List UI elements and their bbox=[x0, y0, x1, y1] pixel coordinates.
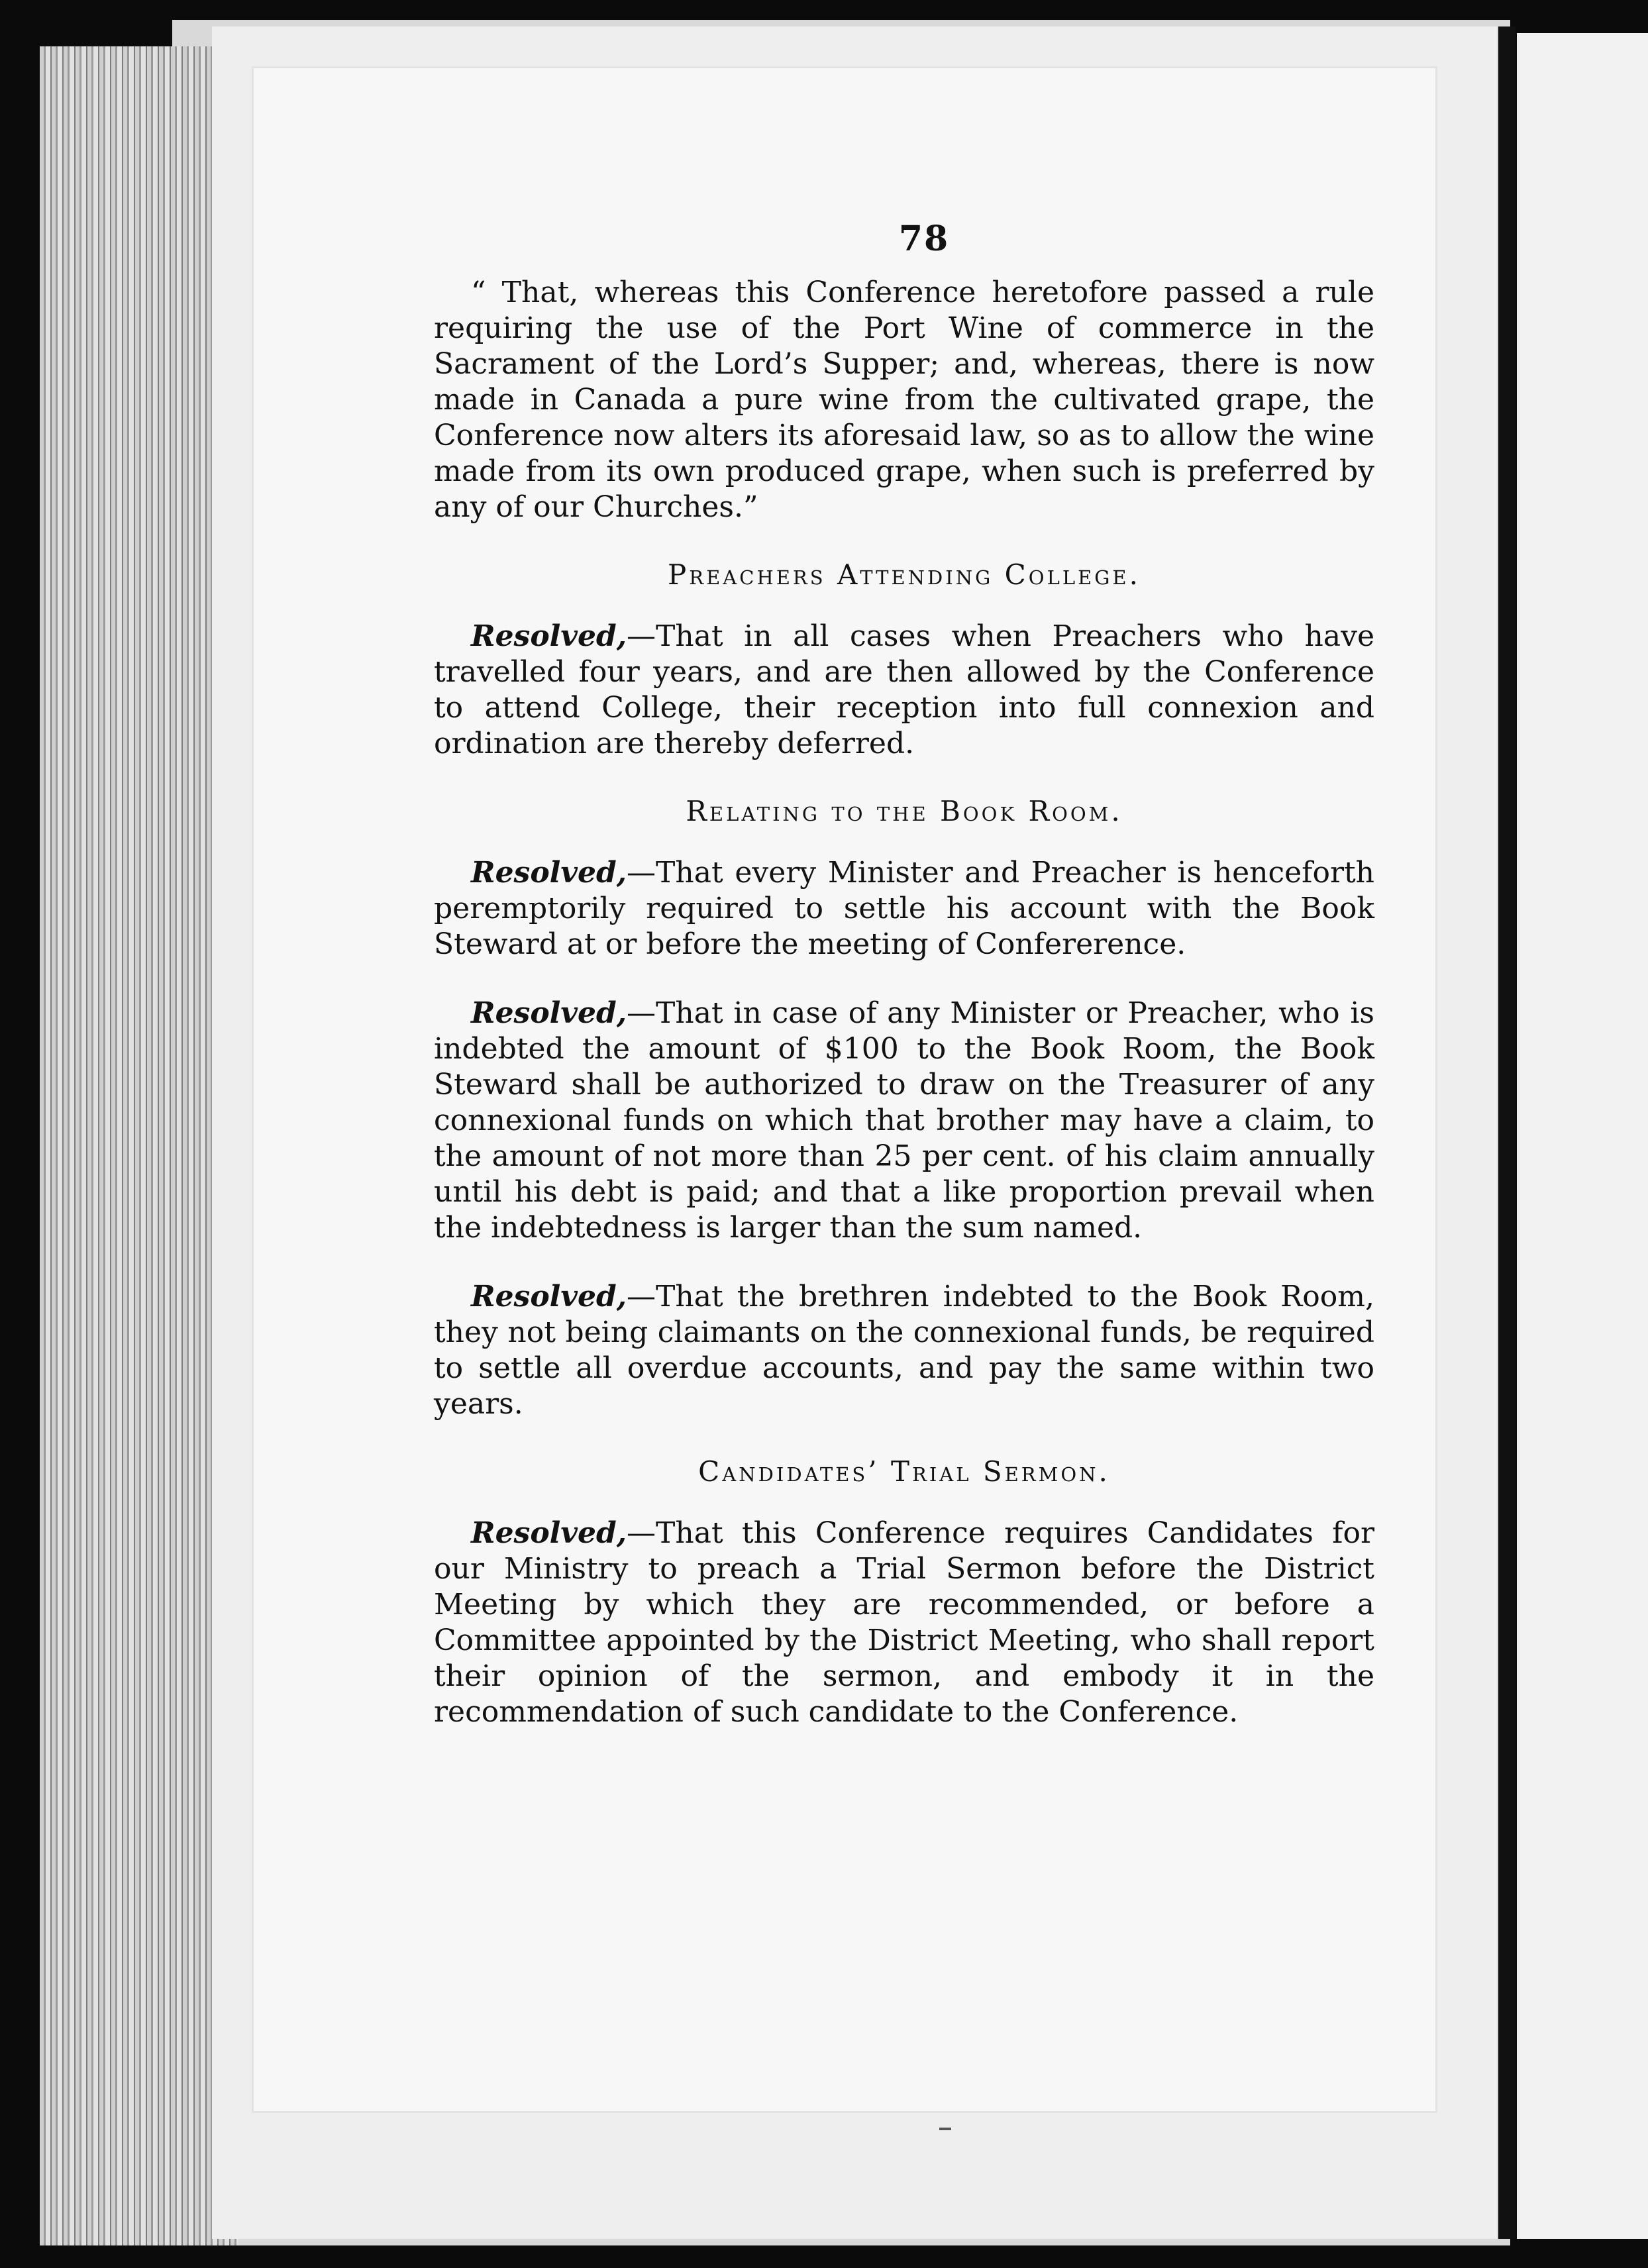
resolution-paragraph bbox=[434, 1279, 1374, 1422]
book-page-edges bbox=[40, 46, 238, 2245]
resolution-paragraph bbox=[434, 996, 1374, 1246]
resolved-lead: Resolved, bbox=[471, 996, 627, 1030]
resolution-text: —That this Conference requires Candidates for our Ministry to preach a Trial Sermon before the District Meeting by which they are recommended, or before a Committee appointed by the District Meeting, who shall report their opinion of the sermon, and embody it in the recommendation of such candidate to the Conference. bbox=[434, 1516, 1374, 1729]
section-heading-preachers-college: Preachers Attending College. bbox=[668, 558, 1141, 591]
page-number: 78 bbox=[898, 219, 950, 259]
resolution-text: —That the brethren indebted to the Book Room, they not being claimants on the connexional funds, be required to settle all overdue accounts, and pay the same within two years. bbox=[434, 1280, 1374, 1421]
resolution-paragraph bbox=[434, 1516, 1374, 1730]
resolution-text: —That every Minister and Preacher is henceforth peremptorily required to settle his account with the Book Steward at or before the meeting of Confererence. bbox=[434, 856, 1374, 961]
book-gutter bbox=[1498, 26, 1516, 2239]
resolution-text: —That in case of any Minister or Preacher, who is indebted the amount of $100 to the Book Room, the Book Steward shall be authorized to draw on the Treasurer of any connexional funds on which that brother may have a claim, to the amount of not more than 25 per cent. of his claim annually until his debt is paid; and that a like proportion prevail when the indebtedness is larger than the sum named. bbox=[434, 996, 1374, 1245]
section-heading-trial-sermon: Candidates’ Trial Sermon. bbox=[698, 1455, 1110, 1488]
resolution-text: —That in all cases when Preachers who have travelled four years, and are then allowed by the Conference to attend College, their reception into full connexion and ordination are thereby deferred. bbox=[434, 619, 1374, 760]
resolution-paragraph bbox=[434, 619, 1374, 762]
section-heading-book-room: Relating to the Book Room. bbox=[686, 795, 1123, 827]
resolution-paragraph bbox=[434, 855, 1374, 962]
resolved-lead: Resolved, bbox=[471, 1516, 627, 1550]
page-text bbox=[434, 219, 1374, 1763]
resolved-lead: Resolved, bbox=[471, 619, 627, 653]
footer-dash bbox=[939, 2128, 951, 2130]
resolved-lead: Resolved, bbox=[471, 856, 627, 890]
resolved-lead: Resolved, bbox=[471, 1280, 627, 1314]
quote-paragraph: “ That, whereas this Conference heretofore passed a rule requiring the use of the Port Wine of commerce in the Sacrament of the Lord’s Supper; and, whereas, there is now made in Canada a pure wine from the cultivated grape, the Conference now alters its aforesaid law, so as to allow the wine made from its own produced grape, when such is preferred by any of our Churches.” bbox=[434, 276, 1374, 524]
facing-page-edge bbox=[1517, 33, 1648, 2239]
